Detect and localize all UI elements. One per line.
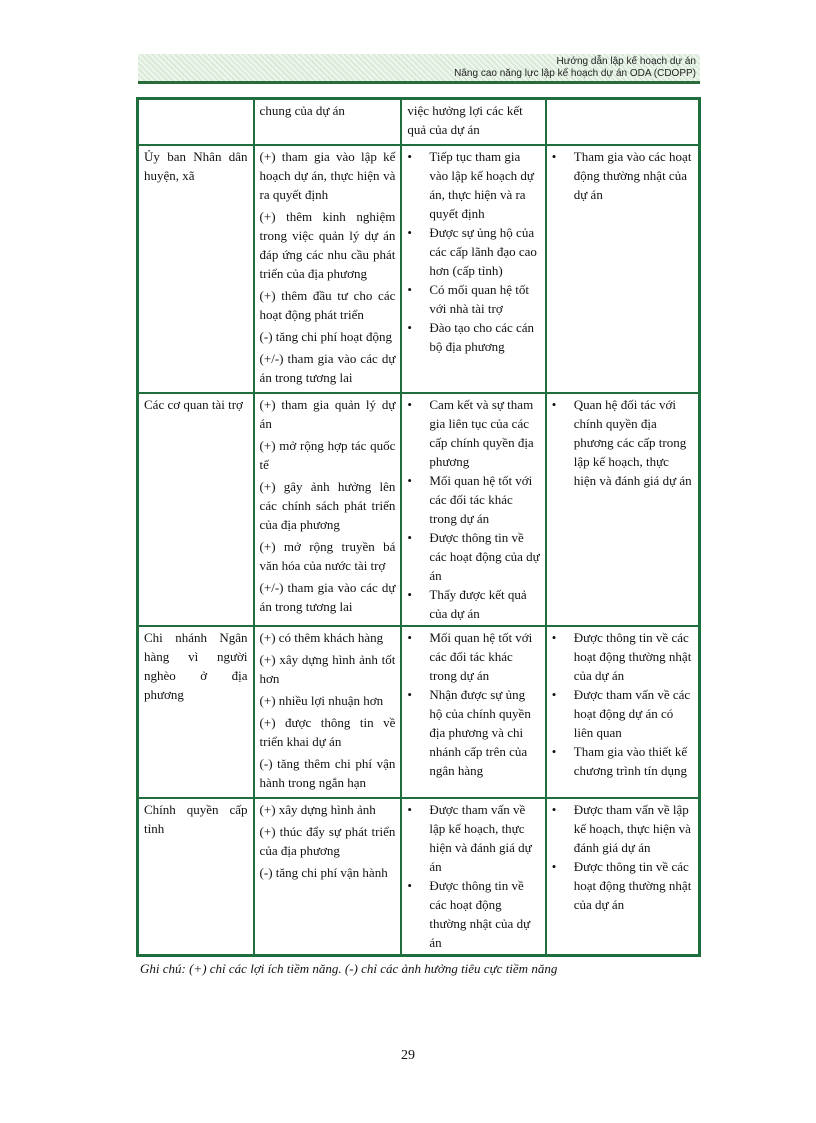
impact-item: (+) tham gia vào lập kế hoạch dự án, thực hiện và ra quyết định xyxy=(259,149,396,202)
stakeholder-name: Chính quyền cấp tỉnh xyxy=(144,802,248,836)
page-number: 29 xyxy=(401,1048,415,1063)
participation-cell xyxy=(546,99,700,146)
impact-item: (+) thúc đẩy sự phát triển của địa phương xyxy=(259,824,396,858)
bullet-item xyxy=(552,628,693,685)
impact-item: chung của dự án xyxy=(259,103,345,118)
bullet-text: Tham gia vào các hoạt động thường nhật của dự án xyxy=(573,149,692,202)
stakeholder-cell xyxy=(138,393,254,626)
bullet-item xyxy=(407,147,539,223)
bullet-icon: • xyxy=(407,802,412,817)
table-row xyxy=(138,626,700,798)
impact-item: (+) tham gia quản lý dự án xyxy=(259,397,396,431)
bullet-item xyxy=(552,147,693,204)
impact-cell xyxy=(254,145,402,393)
bullet-text: Thấy được kết quả của dự án xyxy=(429,587,527,621)
impact-item: (+) thêm đầu tư cho các hoạt động phát triển xyxy=(259,288,396,322)
bullet-icon: • xyxy=(407,687,412,702)
bullet-icon: • xyxy=(407,149,412,164)
expectation-cell xyxy=(401,626,545,798)
bullet-text: Được tham vấn về các hoạt động dự án có liên quan xyxy=(573,687,691,740)
impact-item: (+) được thông tin về triển khai dự án xyxy=(259,715,396,749)
impact-item: (+) xây dựng hình ảnh tốt hơn xyxy=(259,652,396,686)
impact-item: (+) mở rộng hợp tác quốc tế xyxy=(259,438,396,472)
bullet-text: Được tham vấn về lập kế hoạch, thực hiện và đánh giá dự án xyxy=(429,802,532,874)
expectation-cell xyxy=(401,393,545,626)
bullet-item xyxy=(407,800,539,876)
bullet-icon: • xyxy=(407,282,412,297)
impact-item: (-) tăng thêm chi phí vận hành trong ngắn hạn xyxy=(259,756,396,790)
bullet-text: Tiếp tục tham gia vào lập kế hoạch dự án, thực hiện và ra quyết định xyxy=(429,149,534,221)
stakeholder-table xyxy=(136,97,701,957)
participation-cell xyxy=(546,393,700,626)
bullet-item xyxy=(407,876,539,952)
bullet-item xyxy=(552,800,693,857)
bullet-item xyxy=(407,585,539,623)
bullet-icon: • xyxy=(551,630,557,645)
table-row xyxy=(138,798,700,956)
header-line-1: Hướng dẫn lập kế hoạch dự án xyxy=(556,56,696,67)
bullet-icon: • xyxy=(551,687,557,702)
bullet-text: Có mối quan hệ tốt với nhà tài trợ xyxy=(429,282,530,316)
stakeholder-name: Ủy ban Nhân dân huyện, xã xyxy=(144,149,248,183)
stakeholder-name: Các cơ quan tài trợ xyxy=(144,397,243,412)
bullet-icon: • xyxy=(407,225,412,240)
bullet-icon: • xyxy=(551,397,557,412)
bullet-icon: • xyxy=(407,878,412,893)
bullet-item xyxy=(407,280,539,318)
bullet-text: Quan hệ đối tác với chính quyền địa phương các cấp trong lập kế hoạch, thực hiện và đánh giá dự án xyxy=(573,397,692,488)
bullet-text: Được thông tin về các hoạt động của dự án xyxy=(429,530,540,583)
stakeholder-cell xyxy=(138,626,254,798)
bullet-text: Cam kết và sự tham gia liên tục của các cấp chính quyền địa phương xyxy=(429,397,534,469)
impact-cell xyxy=(254,798,402,956)
impact-item: (+/-) tham gia vào các dự án trong tương lai xyxy=(259,580,396,614)
stakeholder-cell xyxy=(138,798,254,956)
impact-item: (+) xây dựng hình ảnh xyxy=(259,802,376,817)
bullet-icon: • xyxy=(407,587,412,602)
impact-item: (+) gây ảnh hưởng lên các chính sách phát triển của địa phương xyxy=(259,479,396,532)
bullet-item xyxy=(407,528,539,585)
impact-item: (+/-) tham gia vào các dự án trong tương lai xyxy=(259,351,396,385)
bullet-item xyxy=(407,223,539,280)
bullet-icon: • xyxy=(407,397,412,412)
table-row xyxy=(138,393,700,626)
bullet-icon: • xyxy=(551,802,557,817)
bullet-text: Được tham vấn về lập kế hoạch, thực hiện và đánh giá dự án xyxy=(573,802,691,855)
stakeholder-cell xyxy=(138,99,254,146)
bullet-text: Được thông tin về các hoạt động thường nhật của dự án xyxy=(573,859,692,912)
stakeholder-name: Chi nhánh Ngân hàng vì người nghèo ở địa phương xyxy=(144,630,248,702)
bullet-icon: • xyxy=(551,149,557,164)
impact-item: (-) tăng chi phí hoạt động xyxy=(259,329,393,344)
participation-cell xyxy=(546,626,700,798)
expectation-cell xyxy=(401,145,545,393)
impact-cell xyxy=(254,626,402,798)
cell-text: việc hưởng lợi các kết quả của dự án xyxy=(407,103,523,137)
impact-item: (+) nhiều lợi nhuận hơn xyxy=(259,693,384,708)
bullet-item xyxy=(552,395,693,490)
bullet-icon: • xyxy=(407,320,412,335)
bullet-item xyxy=(407,318,539,356)
participation-cell xyxy=(546,145,700,393)
bullet-item xyxy=(407,471,539,528)
participation-cell xyxy=(546,798,700,956)
bullet-item xyxy=(407,628,539,685)
table-note: Ghi chú: (+) chỉ các lợi ích tiềm năng. (-) chỉ các ảnh hưởng tiêu cực tiềm năng xyxy=(140,961,558,976)
running-header xyxy=(138,54,700,84)
bullet-text: Đào tạo cho các cán bộ địa phương xyxy=(429,320,535,354)
expectation-cell xyxy=(401,99,545,146)
bullet-icon: • xyxy=(551,744,557,759)
bullet-icon: • xyxy=(407,473,412,488)
bullet-text: Tham gia vào thiết kế chương trình tín dụng xyxy=(573,744,688,778)
bullet-item xyxy=(552,742,693,780)
bullet-item xyxy=(552,857,693,914)
impact-item: (+) thêm kinh nghiệm trong việc quản lý dự án đáp ứng các nhu cầu phát triển của địa phương xyxy=(259,209,396,281)
bullet-text: Được thông tin về các hoạt động thường nhật của dự án xyxy=(429,878,531,950)
table-row xyxy=(138,145,700,393)
header-line-2: Nâng cao năng lực lập kế hoạch dự án ODA (CDOPP) xyxy=(454,68,696,79)
table-row xyxy=(138,99,700,146)
bullet-icon: • xyxy=(407,630,412,645)
impact-cell xyxy=(254,393,402,626)
expectation-cell xyxy=(401,798,545,956)
bullet-text: Được sự ủng hộ của các cấp lãnh đạo cao hơn (cấp tỉnh) xyxy=(429,225,537,278)
bullet-text: Mối quan hệ tốt với các đối tác khác trong dự án xyxy=(429,630,533,683)
bullet-icon: • xyxy=(551,859,557,874)
bullet-item xyxy=(407,395,539,471)
bullet-icon: • xyxy=(407,530,412,545)
bullet-text: Được thông tin về các hoạt động thường nhật của dự án xyxy=(573,630,692,683)
bullet-item xyxy=(552,685,693,742)
bullet-text: Nhận được sự ủng hộ của chính quyền địa phương và chi nhánh cấp trên của ngân hàng xyxy=(429,687,531,778)
impact-item: (+) có thêm khách hàng xyxy=(259,630,384,645)
stakeholder-cell xyxy=(138,145,254,393)
impact-cell xyxy=(254,99,402,146)
impact-item: (-) tăng chi phí vận hành xyxy=(259,865,388,880)
bullet-text: Mối quan hệ tốt với các đối tác khác trong dự án xyxy=(429,473,533,526)
bullet-item xyxy=(407,685,539,780)
impact-item: (+) mở rộng truyền bá văn hóa của nước tài trợ xyxy=(259,539,396,573)
